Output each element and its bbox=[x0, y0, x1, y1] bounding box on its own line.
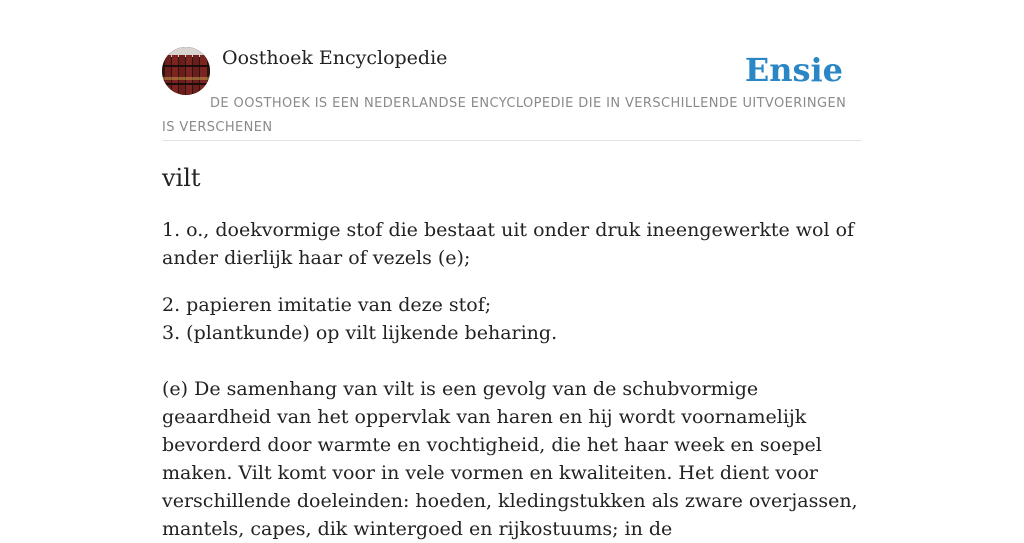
definition-1: 1. o., doekvormige stof die bestaat uit onder druk ineengewerkte wol of ander dierlijk haar of vezels (e); bbox=[162, 219, 855, 269]
definition-3: 3. (plantkunde) op vilt lijkende beharing. bbox=[162, 322, 558, 344]
article-title: vilt bbox=[162, 164, 201, 192]
site-name[interactable]: Oosthoek Encyclopedie bbox=[222, 47, 448, 69]
definition-2: 2. papieren imitatie van deze stof; bbox=[162, 294, 492, 316]
ensie-brand-link[interactable]: Ensie bbox=[744, 51, 843, 89]
site-tagline: DE OOSTHOEK IS EEN NEDERLANDSE ENCYCLOPEDIE DIE IN VERSCHILLENDE UITVOERINGEN IS VERSCHENEN bbox=[162, 96, 847, 135]
explanation-paragraph: (e) De samenhang van vilt is een gevolg van de schubvormige geaardheid van het oppervlak van haren en hij wordt voornamelijk bevorderd door warmte en vochtigheid, die het haar week en soepel maken. Vilt komt voor in vele vormen en kwaliteiten. Het dient voor verschillende doeleinden: hoeden, kledingstukken als zware overjassen, mantels, capes, dik wintergoed en rijkostuums; in de bbox=[162, 378, 858, 540]
encyclopedia-books-avatar-icon[interactable] bbox=[162, 47, 210, 95]
article-content bbox=[162, 216, 862, 543]
site-header bbox=[162, 46, 862, 141]
